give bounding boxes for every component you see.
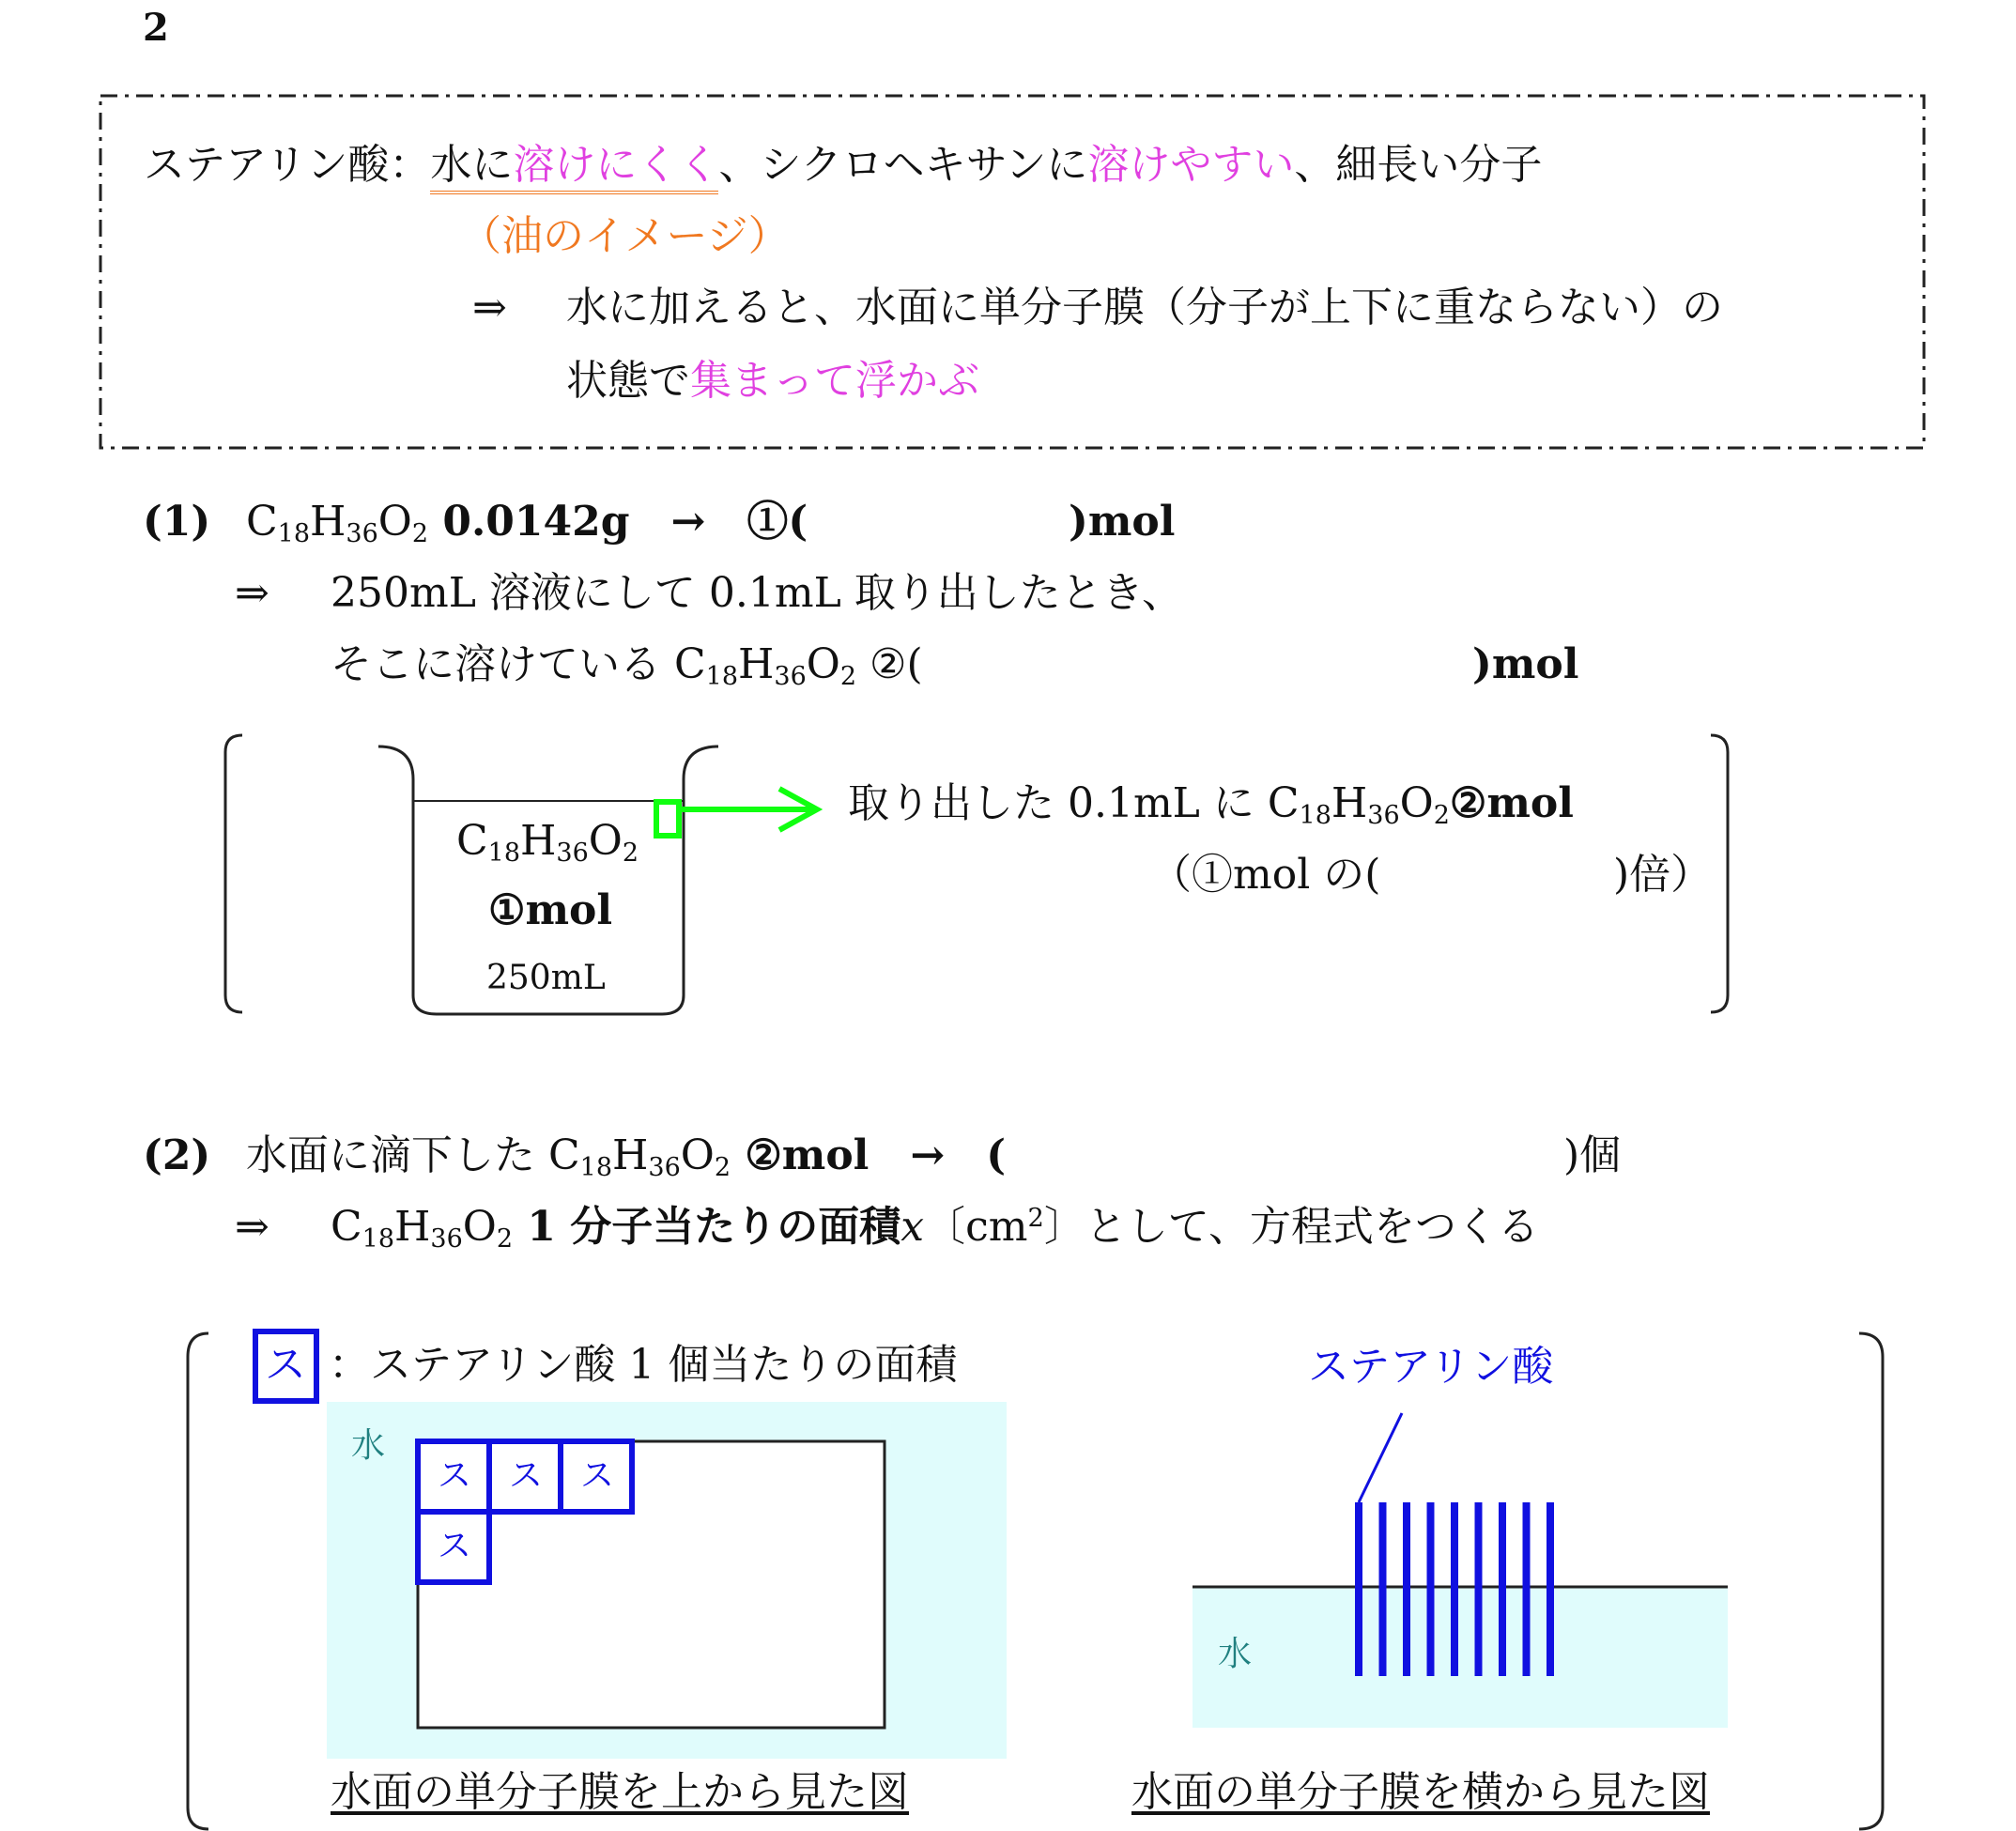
intro-label: ステアリン酸： xyxy=(144,141,431,189)
q2-line-2: C18H36O2 1 分子当たりの面積x〔$cm^2$〕として、方程式をつくる xyxy=(331,1203,1539,1254)
legend-symbol: ス xyxy=(265,1341,306,1389)
q1-line-3-unit: )mol xyxy=(1472,640,1579,688)
tile-label: ス xyxy=(438,1527,472,1565)
area-variable: x xyxy=(900,1203,925,1251)
intro-insoluble-phrase xyxy=(430,141,718,194)
q1-line-3: そこに溶けている C18H36O2 ②( xyxy=(331,640,923,691)
caption-side-view: 水面の単分子膜を横から見た図 xyxy=(1131,1768,1710,1816)
intro-state-text: 状態で xyxy=(566,357,690,405)
sample-marker xyxy=(656,802,679,836)
tile-label: ス xyxy=(438,1456,472,1495)
ratio-line-open: （①mol の( xyxy=(1150,851,1381,899)
q2-line-1-unit: )個 xyxy=(1563,1131,1622,1179)
water-label-top: 水 xyxy=(351,1426,386,1465)
extract-line: 取り出した 0.1mL に C18H36O2②mol xyxy=(848,779,1574,830)
q1-line-2: 250mL 溶液にして 0.1mL 取り出したとき、 xyxy=(331,569,1184,617)
intro-arrow: ⇒ xyxy=(472,284,507,331)
water-side-view xyxy=(1193,1587,1728,1728)
label-leader-line xyxy=(1359,1413,1402,1502)
stearic-acid-label: ステアリン酸 xyxy=(1308,1343,1554,1391)
intro-line-3: 水に加えると、水面に単分子膜（分子が上下に重ならない）の xyxy=(566,284,1723,331)
intro-molecule-text: 、細長い分子 xyxy=(1294,141,1543,189)
beaker-mol: ①mol xyxy=(488,886,613,934)
caption-top-view: 水面の単分子膜を上から見た図 xyxy=(331,1768,909,1816)
problem-number: 2 xyxy=(143,6,169,50)
bracket-right-q2 xyxy=(1859,1333,1883,1829)
tile-label: ス xyxy=(580,1456,615,1495)
intro-soluble-text: 溶けやすい xyxy=(1087,141,1295,189)
intro-insoluble-text: 溶けにくく xyxy=(513,141,719,189)
intro-water-text: 水に xyxy=(430,141,514,189)
q1-line-1: $C_{18}H36O2$ 0.0142g → ①( xyxy=(246,498,808,548)
beaker-volume: 250mL xyxy=(486,959,606,997)
beaker-formula: C18H36O2 xyxy=(456,817,639,868)
legend-text: ：ステアリン酸 1 個当たりの面積 xyxy=(329,1341,958,1389)
intro-cyclohexane-text: 、シクロヘキサンに xyxy=(718,141,1088,189)
bracket-right-q1 xyxy=(1711,735,1728,1012)
bracket-left-q1 xyxy=(225,735,242,1012)
ratio-line-close: )倍） xyxy=(1613,851,1713,899)
q1-line-1-unit: )mol xyxy=(1069,498,1176,546)
q2-number: (2) xyxy=(143,1131,211,1179)
intro-float-text: 集まって浮かぶ xyxy=(690,357,979,405)
tile-label: ス xyxy=(509,1456,544,1495)
intro-line-1 xyxy=(144,141,1542,190)
q1-arrow: ⇒ xyxy=(235,569,269,617)
q2-arrow: ⇒ xyxy=(235,1203,269,1251)
water-label-side: 水 xyxy=(1218,1635,1253,1673)
intro-oil-note: （油のイメージ） xyxy=(460,212,790,260)
bracket-left-q2 xyxy=(188,1333,208,1829)
q1-number: (1) xyxy=(143,498,211,546)
intro-line-4 xyxy=(566,357,979,406)
q2-line-1: 水面に滴下した C18H36O2 ②mol → ( xyxy=(246,1131,1007,1182)
